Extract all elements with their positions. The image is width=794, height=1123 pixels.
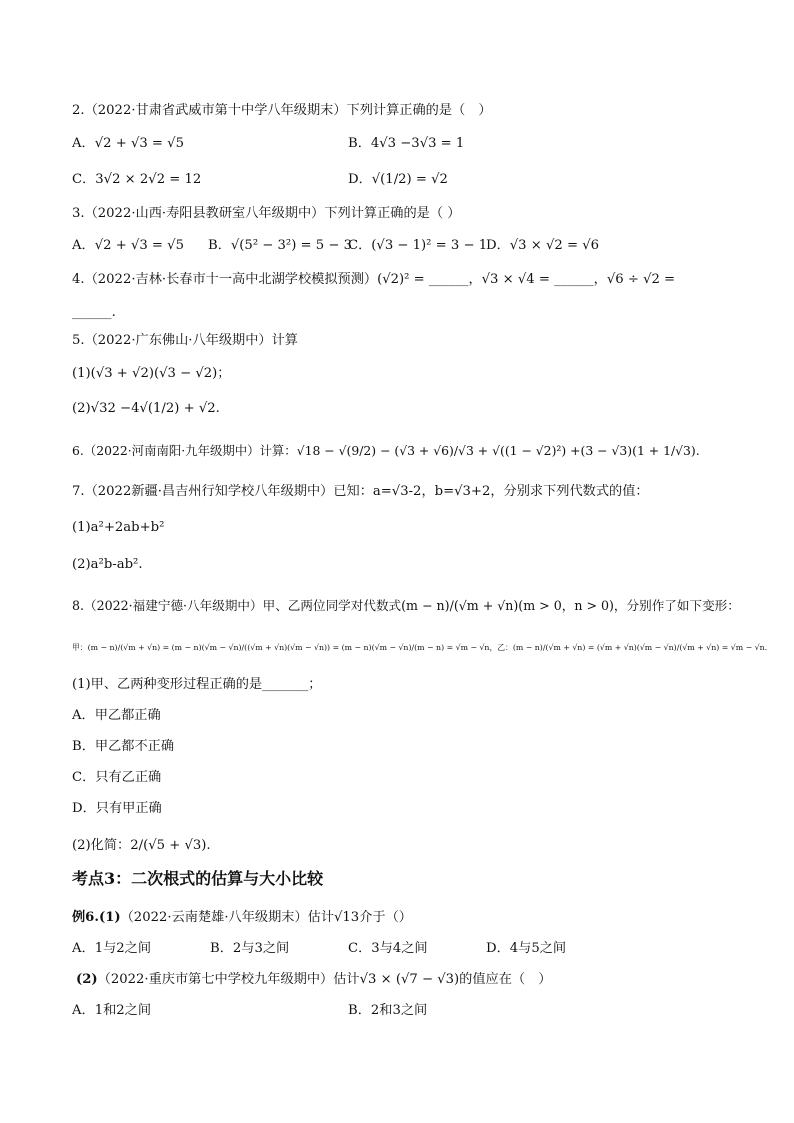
ex6-part2-source: （2022·重庆市第七中学校九年级期中）估计√3 × (√7 − √3)的值应在（ ） xyxy=(97,972,552,987)
ex6-label: 例6. xyxy=(72,910,99,925)
q4-line1: 4.（2022·吉林·长春市十一高中北湖学校模拟预测）(√2)² = ______，√3 × √4 = ______，√6 ÷ √2 = xyxy=(72,272,676,287)
q8-stem: 8.（2022·福建宁德·八年级期中）甲、乙两位同学对代数式(m − n)/(√m + √n)(m > 0，n > 0)，分别作了如下变形： xyxy=(72,598,740,613)
ex6-p1-option-d: D．4与5之间 xyxy=(486,941,567,956)
q3-option-d: D．√3 × √2 = √6 xyxy=(486,238,600,253)
q8-option-a-row xyxy=(0,702,794,730)
q2-options-row2 xyxy=(0,166,794,194)
ex6-part1 xyxy=(0,904,794,932)
q3-stem: 3.（2022·山西·寿阳县教研室八年级期中）下列计算正确的是（ ） xyxy=(72,206,461,221)
q7 xyxy=(0,478,794,506)
q8-transform xyxy=(0,634,794,662)
q7-part1 xyxy=(0,514,794,542)
ex6-part1-source: （2022·云南楚雄·八年级期末）估计√13介于（） xyxy=(120,910,412,925)
q5-stem: 5.（2022·广东佛山·八年级期中）计算 xyxy=(72,333,298,348)
section-heading xyxy=(0,864,794,894)
ex6-part2 xyxy=(0,966,794,994)
q7-p1: (1)a²+2ab+b² xyxy=(72,520,165,535)
ex6-p1-option-b: B．2与3之间 xyxy=(210,941,290,956)
q8-part2 xyxy=(0,832,794,860)
ex6-part1-label: (1) xyxy=(98,910,121,925)
q5-p2: (2)√32 −4√(1/2) + √2. xyxy=(72,401,220,416)
ex6-part2-options xyxy=(0,997,794,1025)
q8-option-d: D．只有甲正确 xyxy=(72,801,162,816)
q8-option-d-row xyxy=(0,795,794,823)
q8-option-a: A．甲乙都正确 xyxy=(72,708,161,723)
q6 xyxy=(0,437,794,465)
q7-p2: (2)a²b-ab². xyxy=(72,557,143,572)
q8-p2: (2)化简：2/(√5 + √3). xyxy=(72,838,211,853)
q8-part1 xyxy=(0,671,794,699)
q4-line2: ______. xyxy=(72,305,116,320)
q3 xyxy=(0,200,794,228)
q8-option-c-row xyxy=(0,764,794,792)
q8-p1: (1)甲、乙两种变形过程正确的是_______； xyxy=(72,677,322,692)
q8-transform-text: 甲：(m − n)/(√m + √n) = (m − n)(√m − √n)/((√m + √n)(√m − √n)) = (m − n)(√m − √n)/(m − n) = √m − √n，乙：(m − n)/(√m + √n) = (√m + √n)(√m − √n)/(√m + √n) = √m − √n. xyxy=(72,643,768,652)
q2-option-c: C．3√2 × 2√2 = 12 xyxy=(72,172,202,187)
q2 xyxy=(0,97,794,125)
q6-stem: 6.（2022·河南南阳·九年级期中）计算：√18 − √(9/2) − (√3 + √6)/√3 + √((1 − √2)²) +(3 − √3)(1 + 1/√3). xyxy=(72,443,700,458)
q8-option-c: C．只有乙正确 xyxy=(72,770,162,785)
ex6-part2-label: (2) xyxy=(76,972,98,987)
q2-stem: 2.（2022·甘肃省武威市第十中学八年级期末）下列计算正确的是（ ） xyxy=(72,103,492,118)
q5-p1: (1)(√3 + √2)(√3 − √2)； xyxy=(72,366,231,381)
q4-cont xyxy=(0,299,794,327)
ex6-p1-option-c: C．3与4之间 xyxy=(348,941,428,956)
q2-option-d: D．√(1/2) = √2 xyxy=(348,172,448,187)
ex6-p1-option-a: A．1与2之间 xyxy=(72,941,152,956)
ex6-p2-option-b: B．2和3之间 xyxy=(348,1003,428,1018)
q2-option-a: A．√2 + √3 = √5 xyxy=(72,136,184,151)
q3-option-a: A．√2 + √3 = √5 xyxy=(72,238,184,253)
q5 xyxy=(0,327,794,355)
ex6-part1-options xyxy=(0,935,794,963)
q2-option-b: B．4√3 −3√3 = 1 xyxy=(348,136,465,151)
q8 xyxy=(0,592,794,620)
section-title: 考点3：二次根式的估算与大小比较 xyxy=(72,869,324,888)
q5-part2 xyxy=(0,395,794,423)
q8-option-b: B．甲乙都不正确 xyxy=(72,739,175,754)
q8-option-b-row xyxy=(0,733,794,761)
q2-options-row1 xyxy=(0,130,794,158)
q3-options xyxy=(0,232,794,260)
q7-stem: 7.（2022新疆·昌吉州行知学校八年级期中）已知：a=√3-2，b=√3+2，分别求下列代数式的值： xyxy=(72,484,649,499)
q3-option-c: C．(√3 − 1)² = 3 − 1 xyxy=(348,238,488,253)
q5-part1 xyxy=(0,360,794,388)
ex6-p2-option-a: A．1和2之间 xyxy=(72,1003,152,1018)
q3-option-b: B．√(5² − 3²) = 5 − 3 xyxy=(208,238,353,253)
q7-part2 xyxy=(0,551,794,579)
q4 xyxy=(0,266,794,294)
